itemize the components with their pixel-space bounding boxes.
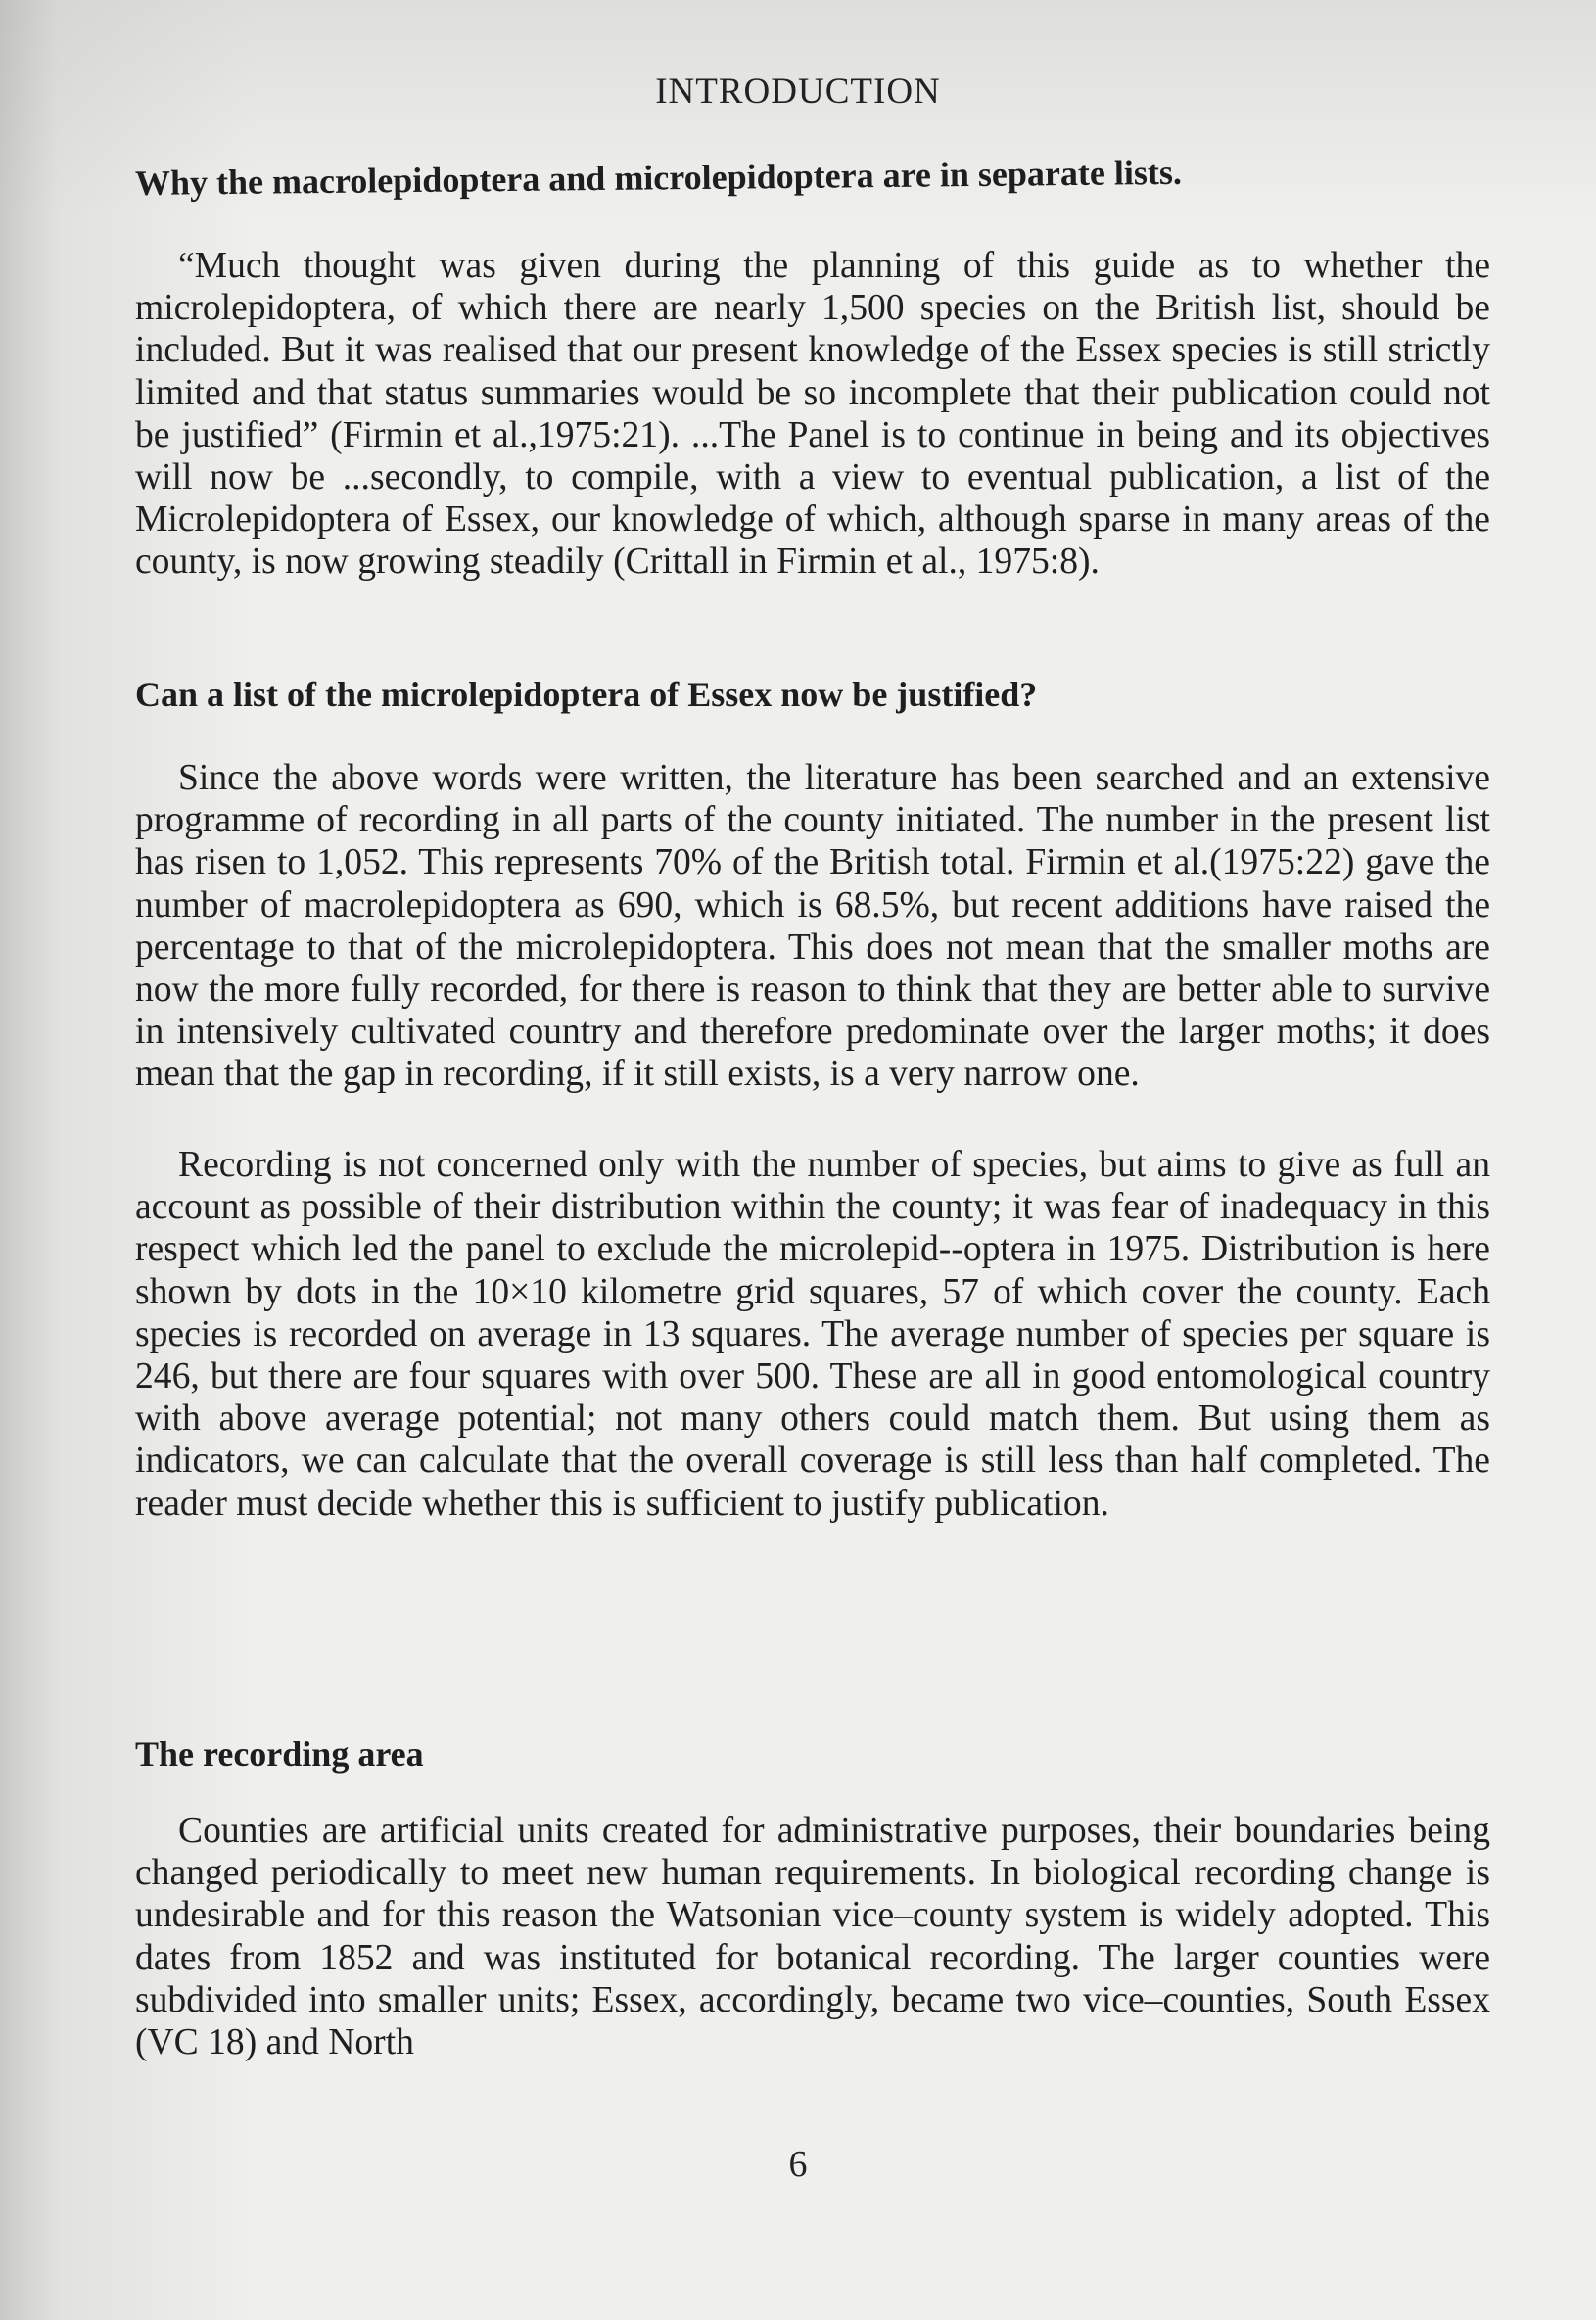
page-number: 6 bbox=[788, 2144, 808, 2185]
section-heading-separate-lists: Why the macrolepidoptera and microlepidoptera are in separate lists. bbox=[134, 152, 1183, 203]
page-title: INTRODUCTION bbox=[655, 71, 941, 112]
paragraph-literature-searched: Since the above words were written, the literature has been searched and an extensive programme of recording in all parts of the county initiated. The number in the present list has risen to 1,052. This represents 70% of the British total. Firmin et al.(1975:22) gave the number of macrolepidoptera as 690, which is 68.5%, but recent additions have raised the percentage to that of the microlepidoptera. This does not mean that the smaller moths are now the more fully recorded, for there is reason to think that they are better able to survive in intensively cultivated country and therefore predominate over the larger moths; it does mean that the gap in recording, if it still exists, is a very narrow one. bbox=[135, 758, 1490, 1095]
paragraph-counties: Counties are artificial units created for administrative purposes, their boundaries being changed periodically to meet new human requirements. In biological recording change is undesirable and for this reason the Watsonian vice–county system is widely adopted. This dates from 1852 and was instituted for botanical recording. The larger counties were subdivided into smaller units; Essex, accordingly, became two vice–counties, South Essex (VC 18) and North bbox=[135, 1811, 1490, 2063]
paragraph-quote: “Much thought was given during the planning of this guide as to whether the microlepidoptera, of which there are nearly 1,500 species on the British list, should be included. But it was realised that our present knowledge of the Essex species is still strictly limited and that status summaries would be so incomplete that their publication could not be justified” (Firmin et al.,1975:21). ...The Panel is to continue in being and its objectives will now be ...secondly, to compile, with a view to eventual publication, a list of the Microlepidoptera of Essex, our knowledge of which, although sparse in many areas of the county, is now growing steadily (Crittall in Firmin et al., 1975:8). bbox=[135, 246, 1490, 583]
paragraph-recording-distribution: Recording is not concerned only with the number of species, but aims to give as full an account as possible of their distribution within the county; it was fear of inadequacy in this respect which led the panel to exclude the microlepid--optera in 1975. Distribution is here shown by dots in the 10×10 kilometre grid squares, 57 of which cover the county. Each species is recorded on average in 13 squares. The average number of species per square is 246, but there are four squares with over 500. These are all in good entomological country with above average potential; not many others could match them. But using them as indicators, we can calculate that the overall coverage is still less than half completed. The reader must decide whether this is sufficient to justify publication. bbox=[135, 1145, 1490, 1524]
section-heading-justified: Can a list of the microlepidoptera of Essex now be justified? bbox=[135, 675, 1038, 714]
section-heading-recording-area: The recording area bbox=[135, 1734, 424, 1774]
